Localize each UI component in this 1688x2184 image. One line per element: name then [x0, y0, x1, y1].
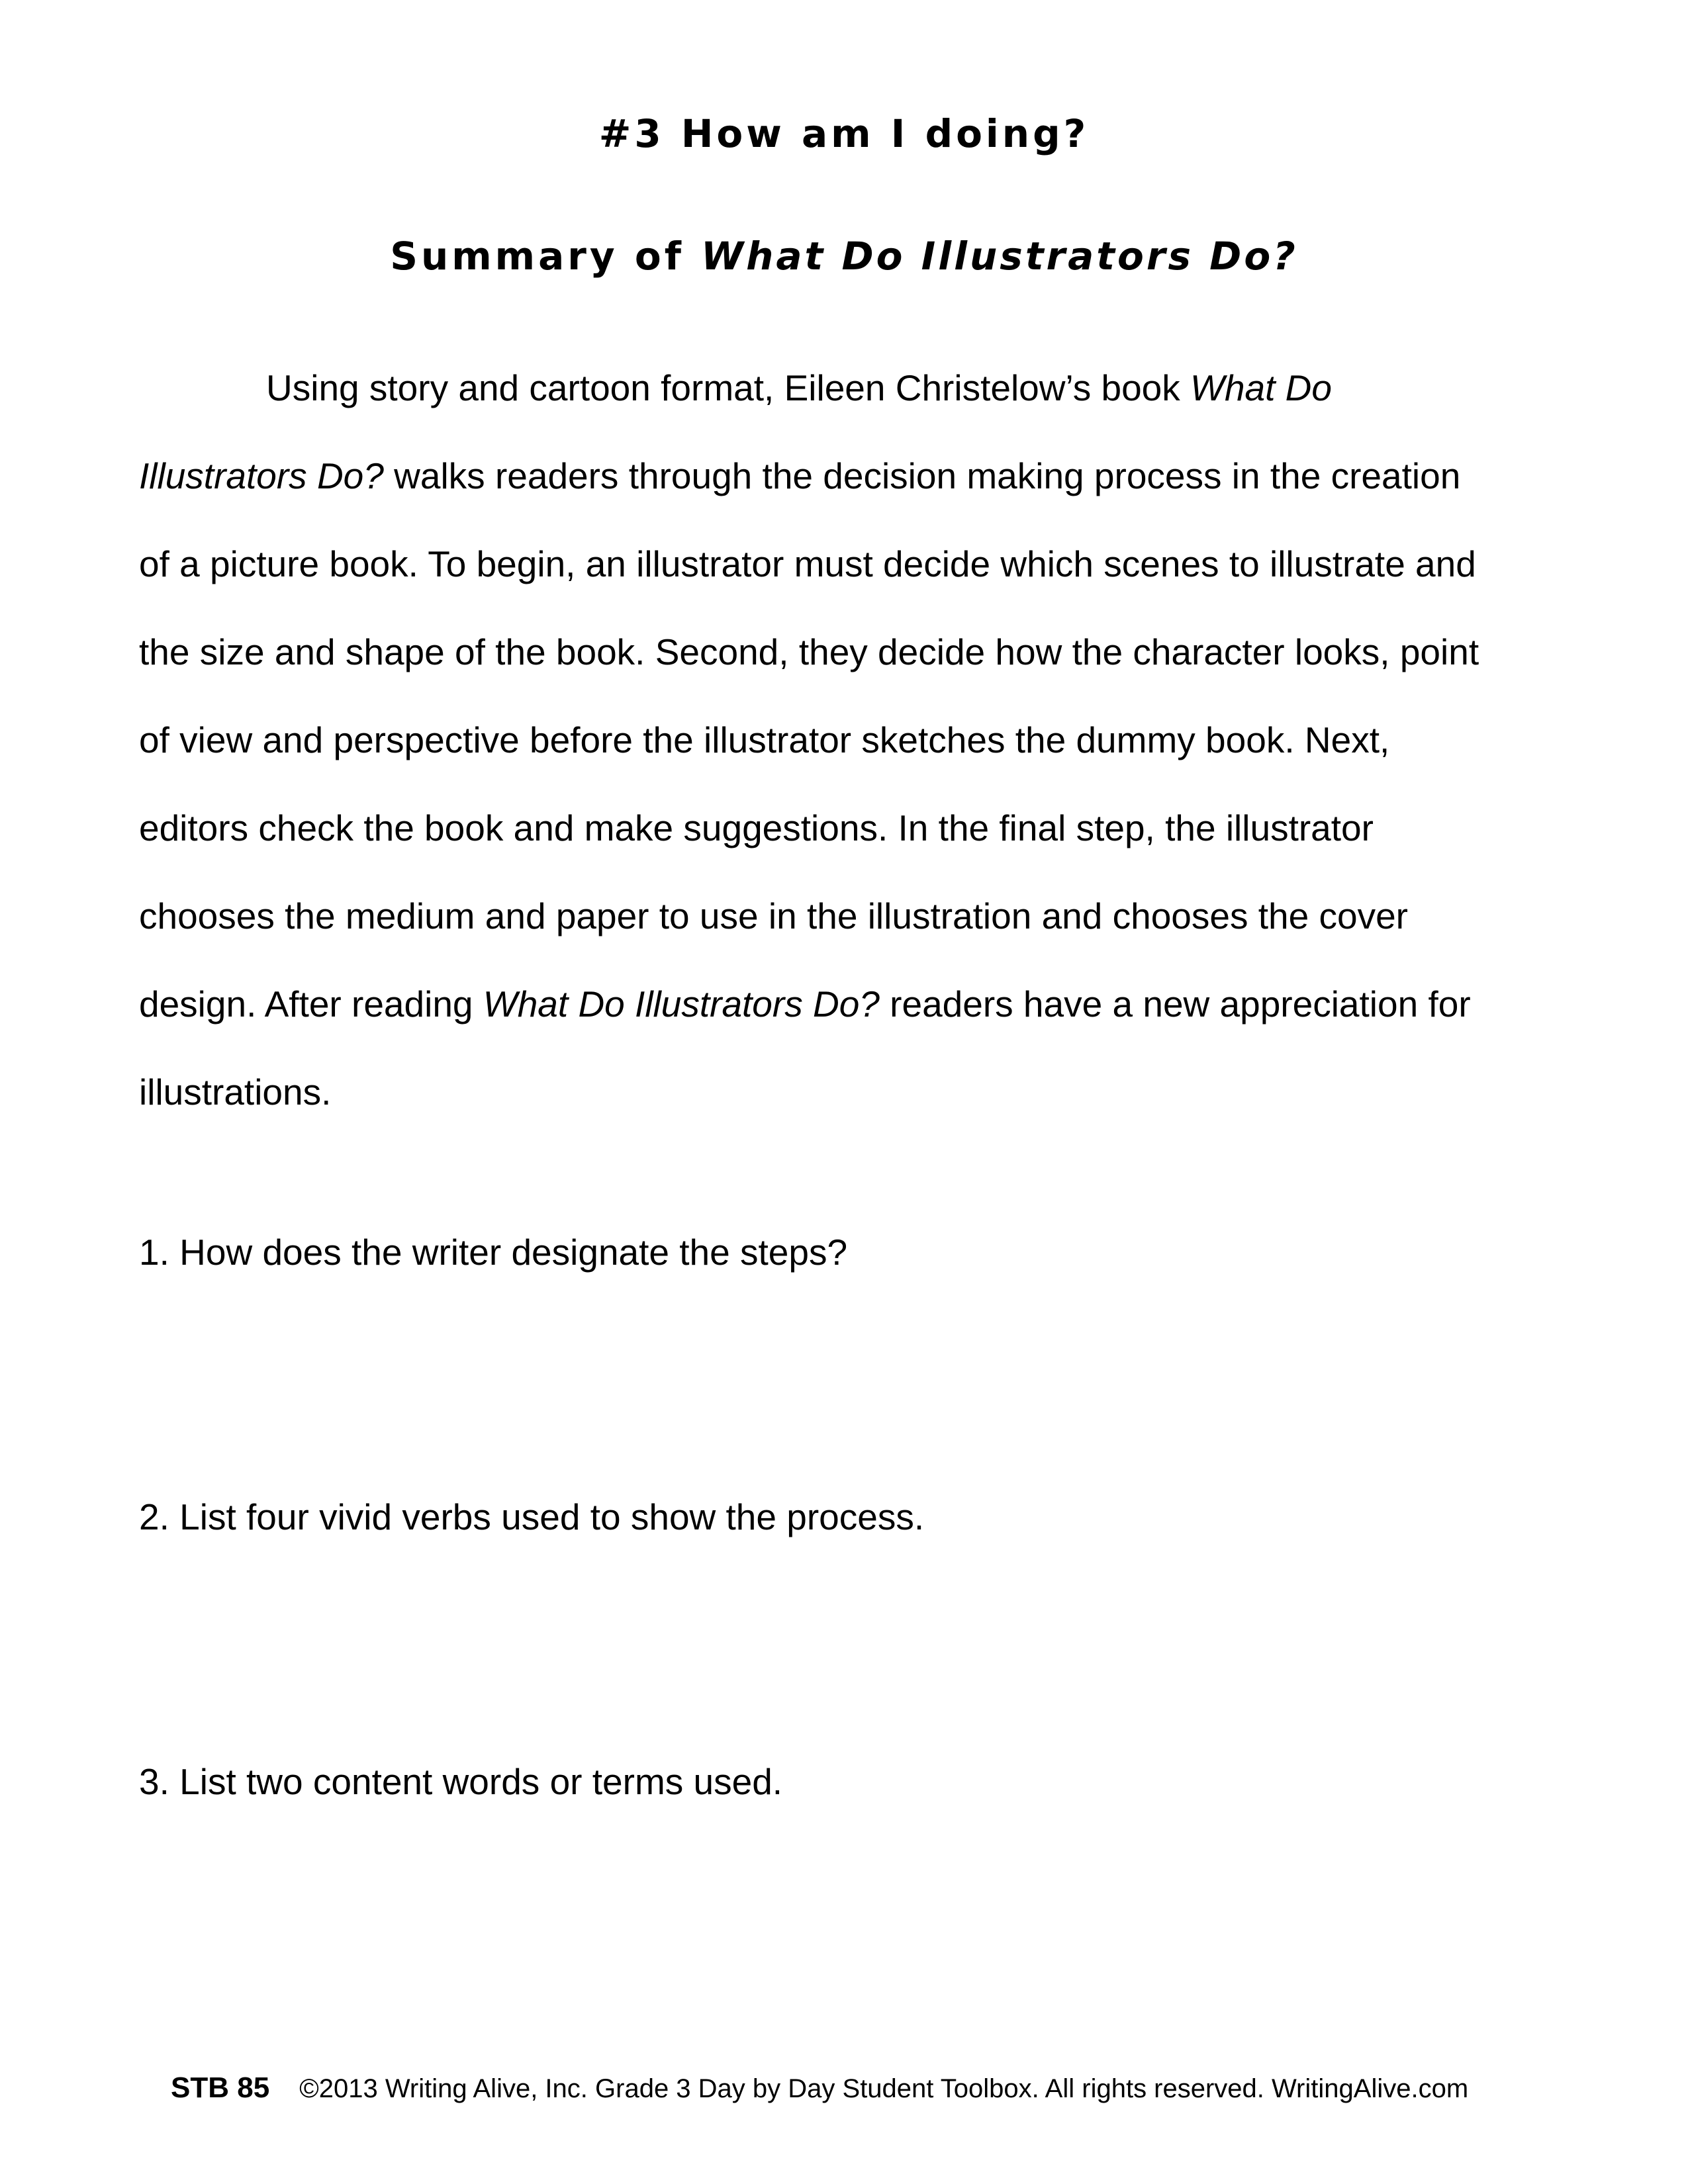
summary-line: chooses the medium and paper to use in the illustration and chooses the cover — [139, 895, 1408, 936]
question-1: 1. How does the writer designate the steps? — [139, 1232, 848, 1273]
subtitle-book-title: What Do Illustrators Do? — [701, 234, 1298, 279]
copyright-text: ©2013 Writing Alive, Inc. Grade 3 Day by Day Student Toolbox. All rights reserved. WritingAlive.com — [299, 2074, 1469, 2103]
summary-text: Using story and cartoon format, Eileen Christelow’s book — [266, 367, 1191, 408]
summary-line — [139, 960, 1569, 1048]
summary-line — [139, 432, 1569, 520]
question-3: 3. List two content words or terms used. — [139, 1761, 783, 1802]
summary-line: illustrations. — [139, 1071, 332, 1113]
book-title-italic: Illustrators Do? — [139, 455, 384, 496]
question-2: 2. List four vivid verbs used to show the process. — [139, 1496, 925, 1537]
summary-line — [139, 344, 1569, 432]
summary-line: of view and perspective before the illustrator sketches the dummy book. Next, — [139, 719, 1390, 760]
summary-line: editors check the book and make suggestions. In the final step, the illustrator — [139, 807, 1374, 848]
page-subtitle — [0, 234, 1688, 279]
page-footer — [171, 2071, 1468, 2105]
book-title-italic: What Do — [1190, 367, 1332, 408]
summary-text: design. After reading — [139, 983, 483, 1024]
summary-text: readers have a new appreciation for — [879, 983, 1471, 1024]
page-code: STB 85 — [171, 2071, 270, 2104]
subtitle-prefix: Summary of — [390, 234, 684, 279]
page-title: #3 How am I doing? — [598, 111, 1090, 156]
summary-line: of a picture book. To begin, an illustrator must decide which scenes to illustrate and — [139, 543, 1476, 584]
summary-paragraph — [139, 344, 1569, 1136]
summary-text: walks readers through the decision making process in the creation — [383, 455, 1461, 496]
summary-line: the size and shape of the book. Second, they decide how the character looks, point — [139, 631, 1479, 672]
book-title-italic: What Do Illustrators Do? — [483, 983, 880, 1024]
